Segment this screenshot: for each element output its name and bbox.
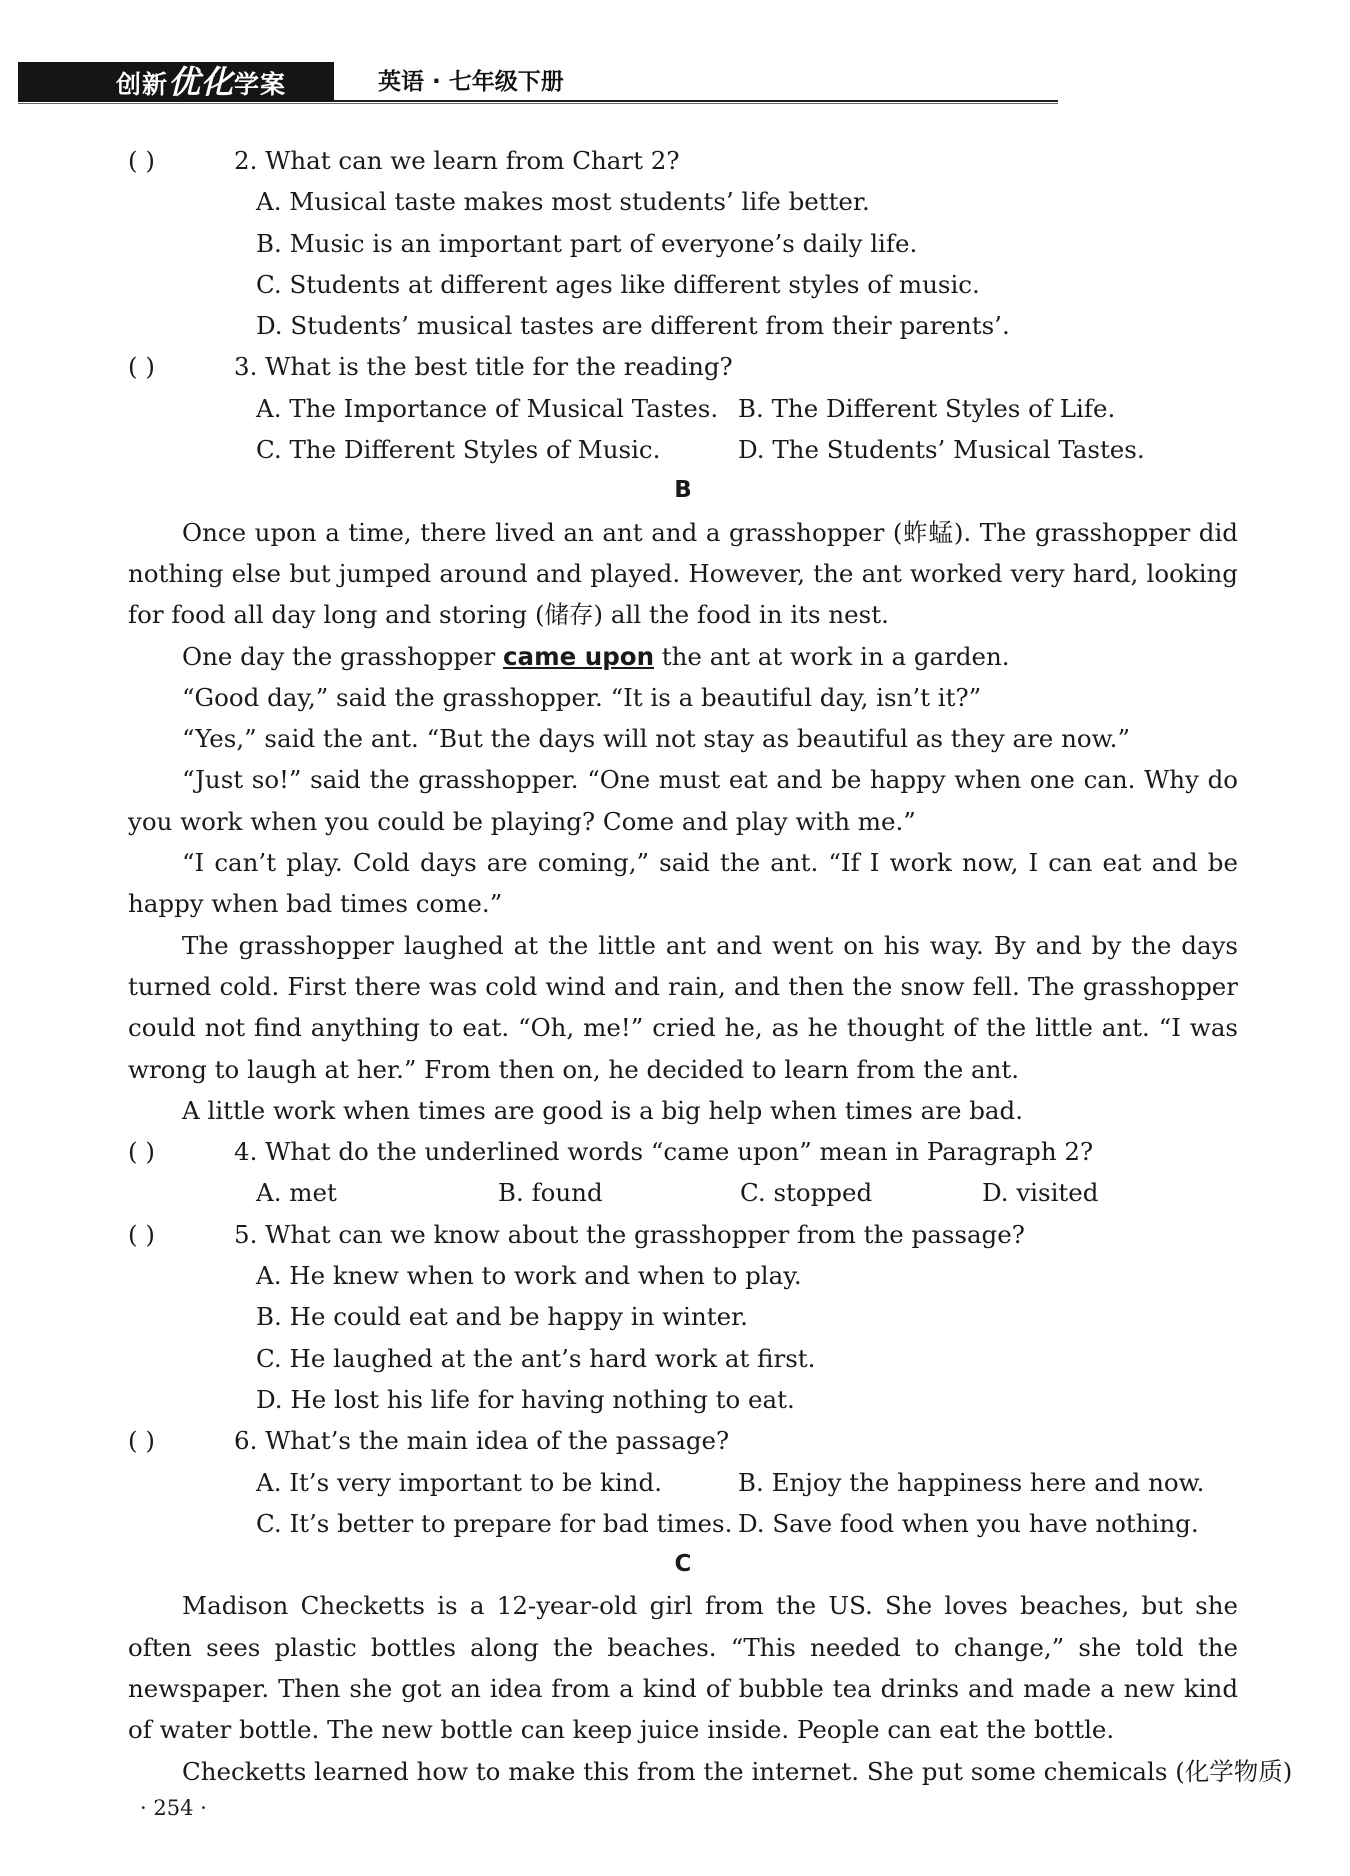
option-a: A. It’s very important to be kind. [256,1467,662,1497]
underlined-phrase: came upon [503,641,655,671]
header-rule [334,100,1058,102]
section-c-title: C [674,1551,692,1578]
header-underline [18,103,1058,104]
question-stem: 4. What do the underlined words “came upon” mean in Paragraph 2? [234,1137,1094,1167]
paragraph: “Just so!” said the grasshopper. “One must eat and be happy when one can. Why do you work when you could be playing? Come and play with me.” [128,765,1238,836]
paragraph: Checketts learned how to make this from the internet. She put some chemicals (化学物质) [182,1756,1293,1786]
book-subject: 英语 · 七年级下册 [378,69,564,95]
question-stem: 3. What is the best title for the reading? [234,352,733,382]
paragraph: A little work when times are good is a big help when times are bad. [182,1095,1024,1125]
paragraph: “I can’t play. Cold days are coming,” said the ant. “If I work now, I can eat and be happy when bad times come.” [128,848,1238,919]
answer-blank[interactable]: ( ) [128,1137,155,1167]
question-2 [128,140,1238,181]
question-5 [128,1214,1238,1255]
paragraph: “Yes,” said the ant. “But the days will not stay as beautiful as they are now.” [182,724,1130,754]
option-d: D. Save food when you have nothing. [738,1508,1199,1538]
page-content [128,140,1293,1792]
option-a: A. met [256,1178,337,1208]
section-b-title: B [674,477,692,504]
option-c: C. stopped [740,1178,873,1208]
paragraph: Madison Checketts is a 12-year-old girl from the US. She loves beaches, but she often sees plastic bottles along the beaches. “This needed to change,” she told the newspaper. Then she got an idea from a kind of bubble tea drinks and made a new kind of water bottle. The new bottle can keep juice inside. People can eat the bottle. [128,1591,1238,1745]
question-stem: 5. What can we know about the grasshopper from the passage? [234,1219,1025,1249]
answer-blank[interactable]: ( ) [128,1426,155,1456]
options-row [128,1172,1238,1213]
options-row [128,1462,1238,1503]
option-d: D. Students’ musical tastes are different from their parents’. [256,311,1010,341]
question-3 [128,346,1238,387]
option-a: A. Musical taste makes most students’ life better. [256,187,870,217]
page-header [18,62,1058,106]
option-a: A. He knew when to work and when to play. [256,1261,802,1291]
page-number: · 254 · [140,1796,207,1820]
paragraph-underlined: One day the grasshopper came upon the ant at work in a garden. [182,641,1010,671]
question-6 [128,1420,1238,1461]
brand-logo: 创新优化学案 [18,62,334,102]
option-b: B. Enjoy the happiness here and now. [738,1467,1205,1497]
options-row [128,429,1238,470]
option-d: D. The Students’ Musical Tastes. [738,435,1145,465]
option-d: D. He lost his life for having nothing to eat. [256,1384,795,1414]
paragraph: Once upon a time, there lived an ant and a grasshopper (蚱蜢). The grasshopper did nothing else but jumped around and played. However, the ant worked very hard, looking for food all day long and storing (储存) all the food in its nest. [128,517,1238,630]
option-b: B. Music is an important part of everyone’s daily life. [256,228,918,258]
paragraph: The grasshopper laughed at the little ant and went on his way. By and by the days turned cold. First there was cold wind and rain, and then the snow fell. The grasshopper could not find anything to eat. “Oh, me!” cried he, as he thought of the little ant. “I was wrong to laugh at her.” From then on, he decided to learn from the ant. [128,930,1238,1084]
answer-blank[interactable]: ( ) [128,146,155,175]
option-c: C. Students at different ages like different styles of music. [256,269,980,299]
option-b: B. The Different Styles of Life. [738,393,1116,423]
answer-blank[interactable]: ( ) [128,1219,155,1249]
question-stem: 2. What can we learn from Chart 2? [234,146,680,175]
option-c: C. The Different Styles of Music. [256,435,661,465]
paragraph: “Good day,” said the grasshopper. “It is a beautiful day, isn’t it?” [182,682,982,712]
options-row [128,388,1238,429]
option-d: D. visited [982,1178,1099,1208]
option-b: B. found [498,1178,603,1208]
option-c: C. He laughed at the ant’s hard work at first. [256,1343,816,1373]
answer-blank[interactable]: ( ) [128,352,155,382]
option-c: C. It’s better to prepare for bad times. [256,1508,733,1538]
option-b: B. He could eat and be happy in winter. [256,1302,748,1332]
question-4 [128,1131,1238,1172]
question-stem: 6. What’s the main idea of the passage? [234,1426,730,1456]
options-row [128,1503,1238,1544]
option-a: A. The Importance of Musical Tastes. [256,393,719,423]
